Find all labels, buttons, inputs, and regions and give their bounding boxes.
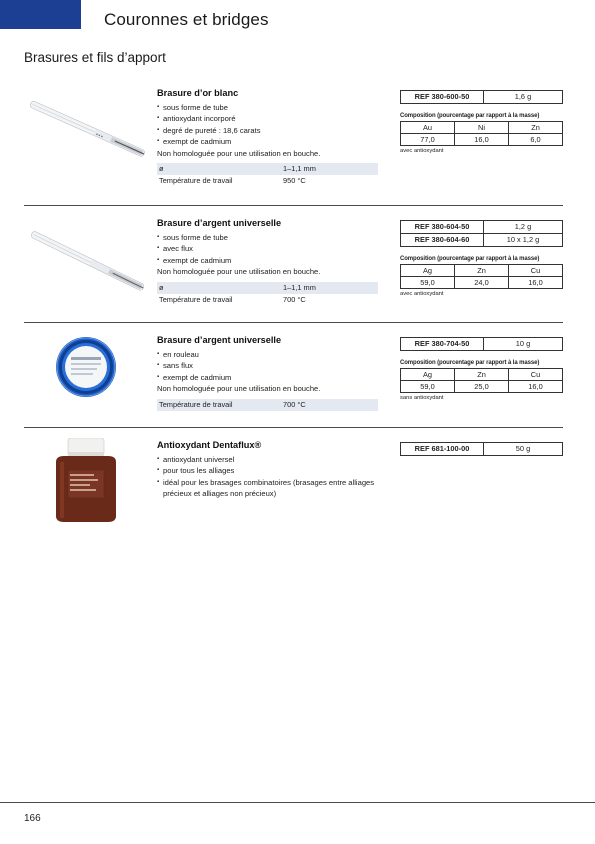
spec-value: 1–1,1 mm <box>283 282 316 292</box>
spec-table <box>157 163 378 187</box>
composition-value: 24,0 <box>455 277 509 289</box>
composition-value: 59,0 <box>401 277 455 289</box>
spec-value: 700 °C <box>283 294 306 304</box>
ref-qty: 1,6 g <box>514 92 532 101</box>
feature-item: ▪ exempt de cadmium <box>157 255 382 267</box>
product-title: Brasure d’argent universelle <box>157 218 282 228</box>
composition-value: 16,0 <box>455 134 509 146</box>
ref-qty: 50 g <box>515 444 531 453</box>
composition-title: Composition (pourcentage par rapport à la masse) <box>400 360 540 366</box>
feature-item: ▪ exempt de cadmium <box>157 372 382 384</box>
spec-row <box>157 399 378 411</box>
feature-item: ▪ pour tous les alliages <box>157 465 387 477</box>
ref-table <box>400 442 563 456</box>
product-image <box>24 92 148 172</box>
product-image <box>24 335 148 399</box>
feature-item: ▪ idéal pour les brasages combinatoires (brasages entre alliages précieux et alliages non précieux) <box>157 477 387 500</box>
composition-value: 77,0 <box>401 134 455 146</box>
ref-code: REF 380-600-50 <box>401 91 484 103</box>
spec-value: 1–1,1 mm <box>283 164 316 174</box>
composition-note: sans antioxydant <box>400 395 444 401</box>
composition-header: Ag <box>401 265 455 277</box>
spec-row <box>157 282 378 294</box>
ref-qty: 1,2 g <box>514 222 532 231</box>
composition-header: Zn <box>509 122 563 134</box>
feature-item: ▪ degré de pureté : 18,6 carats <box>157 125 382 137</box>
usage-note: Non homologuée pour une utilisation en bouche. <box>157 148 321 158</box>
section-title: Brasures et fils d’apport <box>24 50 166 65</box>
spec-label: Température de travail <box>159 399 233 409</box>
usage-note: Non homologuée pour une utilisation en bouche. <box>157 267 321 276</box>
feature-item: ▪ sous forme de tube <box>157 232 382 244</box>
product-image <box>24 224 148 304</box>
composition-header: Zn <box>455 369 509 381</box>
ref-row <box>400 233 563 247</box>
chapter-title: Couronnes et bridges <box>104 10 269 29</box>
feature-item: ▪ antioxydant incorporé <box>157 113 382 125</box>
spec-label: Température de travail <box>159 294 233 304</box>
svg-text:■ ■ ■: ■ ■ ■ <box>95 131 104 139</box>
section-divider <box>24 205 563 206</box>
section-divider <box>24 427 563 428</box>
feature-item: ▪ sans flux <box>157 360 382 372</box>
ref-qty: 10 x 1,2 g <box>506 235 540 244</box>
usage-note: Non homologuée pour une utilisation en bouche. <box>157 384 321 393</box>
composition-header: Ag <box>401 369 455 381</box>
composition-header: Ni <box>455 122 509 134</box>
composition-table <box>400 121 563 146</box>
composition-note: avec antioxydant <box>400 148 444 154</box>
composition-header: Cu <box>509 265 563 277</box>
ref-row <box>400 442 563 456</box>
ref-qty: 10 g <box>515 339 531 348</box>
feature-item: ▪ antioxydant universel <box>157 454 387 466</box>
spec-label: ø <box>159 282 164 292</box>
spec-row <box>157 175 378 187</box>
feature-item: ▪ en rouleau <box>157 349 382 361</box>
ref-row <box>400 337 563 351</box>
spec-row <box>157 163 378 175</box>
spec-value: 700 °C <box>283 399 306 409</box>
spec-value: 950 °C <box>283 176 306 186</box>
spec-label: ø <box>159 164 164 174</box>
spec-label: Température de travail <box>159 176 233 186</box>
ref-code: REF 380-604-50 <box>401 221 484 233</box>
ref-code: REF 380-704-50 <box>401 338 484 350</box>
product-image <box>24 438 148 524</box>
composition-value: 25,0 <box>455 381 509 393</box>
composition-title: Composition (pourcentage par rapport à la masse) <box>400 256 540 262</box>
section-divider <box>24 322 563 323</box>
product-title: Brasure d’or blanc <box>157 88 239 98</box>
ref-table <box>400 90 563 104</box>
ref-table <box>400 337 563 351</box>
composition-title: Composition (pourcentage par rapport à la masse) <box>400 113 540 119</box>
feature-item: ▪ avec flux <box>157 243 382 255</box>
composition-value: 6,0 <box>509 134 563 146</box>
page-number: 166 <box>24 813 41 824</box>
composition-table <box>400 368 563 393</box>
composition-value: 16,0 <box>509 381 563 393</box>
spec-table <box>157 282 378 306</box>
ref-code: REF 380-604-60 <box>401 234 484 246</box>
product-title: Antioxydant Dentaflux® <box>157 440 262 450</box>
composition-header: Zn <box>455 265 509 277</box>
composition-value: 16,0 <box>509 277 563 289</box>
spec-table <box>157 399 378 411</box>
composition-header: Cu <box>509 369 563 381</box>
spec-row <box>157 294 378 306</box>
composition-header: Au <box>401 122 455 134</box>
composition-table <box>400 264 563 289</box>
ref-table <box>400 220 563 247</box>
composition-value: 59,0 <box>401 381 455 393</box>
ref-row <box>400 90 563 104</box>
ref-code: REF 681-100-00 <box>401 443 484 455</box>
feature-item: ▪ sous forme de tube <box>157 102 382 114</box>
ref-row <box>400 220 563 234</box>
footer-divider <box>0 802 595 803</box>
composition-note: avec antioxydant <box>400 291 444 297</box>
product-title: Brasure d’argent universelle <box>157 335 282 345</box>
feature-item: ▪ exempt de cadmium <box>157 136 382 148</box>
chapter-color-tab <box>0 0 81 29</box>
